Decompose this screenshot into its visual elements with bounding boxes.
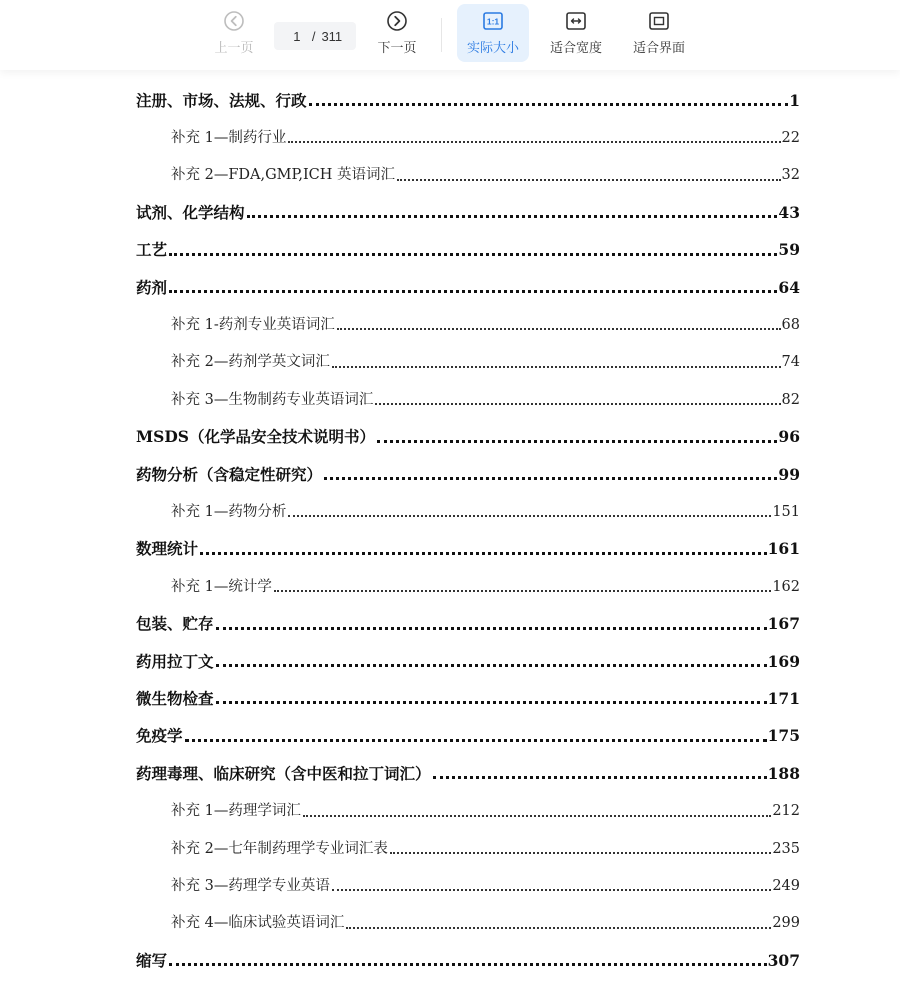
toc-entry-title: 药理毒理、临床研究（含中医和拉丁词汇）: [136, 763, 431, 783]
toc-entry-page: 169: [767, 651, 800, 671]
toc-dot-leader: [169, 963, 767, 966]
toc-entry-title: 数理统计: [136, 539, 199, 559]
toc-entry-page: 249: [772, 877, 800, 894]
toc-entry-title: 微生物检查: [136, 688, 214, 708]
toc-dot-leader: [247, 215, 778, 218]
toc-entry[interactable]: [136, 531, 800, 557]
toc-entry-title: 药剂: [136, 277, 168, 297]
fit-width-button[interactable]: [542, 4, 610, 62]
toc-entry-page: 68: [781, 316, 800, 333]
toc-dot-leader: [377, 440, 777, 443]
toc-entry-page: 99: [778, 464, 800, 484]
toc-entry-page: 151: [772, 503, 800, 520]
toc-dot-leader: [324, 477, 777, 480]
toc-entry-page: 74: [781, 354, 800, 371]
toc-entry-page: 59: [778, 240, 800, 260]
toc-entry-page: 32: [781, 167, 800, 184]
toc-entry-title: 补充 3—药理学专业英语: [171, 877, 330, 894]
toc-dot-leader: [332, 889, 771, 891]
toc-dot-leader: [397, 179, 781, 181]
toc-dot-leader: [303, 815, 771, 817]
toc-entry-title: 缩写: [136, 950, 168, 970]
page-indicator: [274, 22, 356, 50]
toc-dot-leader: [390, 852, 771, 854]
toc-dot-leader: [169, 253, 777, 256]
viewer-toolbar: [0, 0, 900, 70]
toc-entry-page: 171: [767, 688, 800, 708]
toc-entry[interactable]: [136, 755, 800, 781]
toc-subentry[interactable]: [171, 381, 800, 407]
fit-page-label: 适合界面: [632, 40, 685, 55]
toc-subentry[interactable]: [171, 793, 800, 819]
actual-size-glyph: 1:1: [486, 16, 500, 27]
toc-entry-title: 补充 1—制药行业: [171, 129, 287, 146]
toc-entry[interactable]: [136, 680, 800, 706]
toc-subentry[interactable]: [171, 493, 800, 519]
prev-page-label: 上一页: [214, 40, 254, 55]
toc-entry-page: 64: [778, 277, 800, 297]
toc-entry-title: 免疫学: [136, 726, 183, 746]
toc-entry[interactable]: [136, 643, 800, 669]
toc-dot-leader: [274, 590, 771, 592]
toc-subentry[interactable]: [171, 157, 800, 183]
toc-entry-page: 235: [772, 840, 800, 857]
toc-dot-leader: [375, 403, 780, 405]
toc-subentry[interactable]: [171, 119, 800, 145]
toc-dot-leader: [185, 739, 767, 742]
toc-entry-title: 注册、市场、法规、行政: [136, 90, 307, 110]
next-page-label: 下一页: [377, 40, 417, 55]
toc-subentry[interactable]: [171, 306, 800, 332]
toc-entry[interactable]: [136, 232, 800, 258]
actual-size-button[interactable]: [457, 4, 529, 62]
toc-entry-page: 167: [767, 614, 800, 634]
toc-entry-page: 175: [767, 726, 800, 746]
toc-entry[interactable]: [136, 606, 800, 632]
toc-dot-leader: [216, 664, 767, 667]
toc-entry[interactable]: [136, 718, 800, 744]
toc-dot-leader: [216, 627, 767, 630]
toc-dot-leader: [216, 701, 767, 704]
toc-entry-page: 162: [772, 578, 800, 595]
toc-dot-leader: [346, 927, 771, 929]
page-number-input[interactable]: 1: [293, 28, 301, 44]
toc-entry-page: 188: [767, 763, 800, 783]
toc-entry-page: 161: [767, 539, 800, 559]
actual-size-label: 实际大小: [466, 40, 519, 55]
toc-entry-title: 补充 1—药物分析: [171, 503, 287, 520]
toc-entry-title: 补充 1—药理学词汇: [171, 803, 301, 820]
toc-subentry[interactable]: [171, 344, 800, 370]
toc-entry-title: 补充 1—统计学: [171, 578, 272, 595]
toc-subentry[interactable]: [171, 905, 800, 931]
toc-entry-title: 包装、贮存: [136, 614, 214, 634]
toc-entry-page: 1: [789, 90, 800, 110]
toc-entry-page: 43: [778, 202, 800, 222]
toc-dot-leader: [309, 103, 789, 106]
toc-subentry[interactable]: [171, 830, 800, 856]
toc-dot-leader: [288, 515, 771, 517]
toc-subentry[interactable]: [171, 568, 800, 594]
chevron-left-icon: [223, 10, 245, 32]
toc-entry-title: 补充 2—FDA,GMP,ICH 英语词汇: [171, 167, 396, 184]
toc-entry[interactable]: [136, 456, 800, 482]
toc-entry-title: 补充 4—临床试验英语词汇: [171, 915, 345, 932]
prev-page-button[interactable]: [206, 4, 262, 62]
toc-entry[interactable]: [136, 942, 800, 968]
toc-entry[interactable]: [136, 419, 800, 445]
toc-entry-title: 药物分析（含稳定性研究）: [136, 464, 323, 484]
toc-entry-page: 82: [781, 391, 800, 408]
toc-entry[interactable]: [136, 194, 800, 220]
toc-entry-page: 307: [767, 950, 800, 970]
toc-entry-title: 工艺: [136, 240, 168, 260]
toc-entry-title: 补充 2—药剂学英文词汇: [171, 354, 330, 371]
toc-entry-title: 补充 1-药剂专业英语词汇: [171, 316, 335, 333]
total-pages: 311: [321, 28, 343, 44]
toc-entry-title: 试剂、化学结构: [136, 202, 245, 222]
toc-entry-title: 补充 3—生物制药专业英语词汇: [171, 391, 374, 408]
toc-subentry[interactable]: [171, 867, 800, 893]
toc-entry-title: 补充 2—七年制药理学专业词汇表: [171, 840, 388, 857]
toc-entry[interactable]: [136, 82, 800, 108]
toc-dot-leader: [288, 141, 780, 143]
toolbar-divider: [441, 18, 442, 52]
toc-entry-page: 299: [772, 915, 800, 932]
toc-entry-page: 96: [778, 427, 800, 447]
actual-size-icon: [482, 10, 504, 32]
fit-width-label: 适合宽度: [549, 40, 602, 55]
fit-page-button[interactable]: [625, 4, 693, 62]
toc-dot-leader: [433, 776, 767, 779]
toc-dot-leader: [332, 366, 781, 368]
toc-entry-page: 22: [781, 129, 800, 146]
toc-dot-leader: [337, 328, 781, 330]
fit-width-icon: [565, 10, 587, 32]
toc-entry-page: 212: [772, 803, 800, 820]
toc-dot-leader: [169, 290, 777, 293]
next-page-button[interactable]: [368, 4, 426, 62]
page-separator: /: [311, 28, 316, 44]
fit-page-icon: [648, 10, 670, 32]
toc-dot-leader: [200, 552, 767, 555]
toc-entry[interactable]: [136, 269, 800, 295]
toc-entry-title: MSDS（化学品安全技术说明书）: [136, 427, 375, 447]
chevron-right-icon: [386, 10, 408, 32]
toc-entry-title: 药用拉丁文: [136, 651, 214, 671]
